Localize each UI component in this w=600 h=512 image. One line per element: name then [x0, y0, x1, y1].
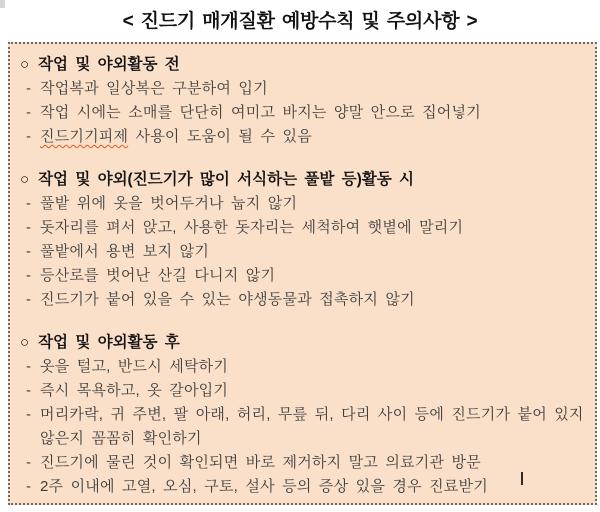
dash-bullet: - [26, 358, 32, 375]
circle-bullet-icon: ○ [20, 56, 30, 73]
list-item [16, 125, 587, 149]
list-item [16, 192, 587, 216]
list-item-text: 즉시 목욕하고, 옷 갈아입기 [40, 382, 229, 399]
circle-bullet-icon: ○ [20, 334, 30, 351]
dash-bullet: - [26, 267, 32, 284]
section-heading-row [16, 331, 587, 355]
spellcheck-underlined-word: 진드기기피제 [40, 128, 129, 145]
list-item [16, 355, 587, 379]
list-item [16, 77, 587, 101]
list-item-text: 등산로를 벗어난 산길 다니지 않기 [40, 267, 276, 284]
dash-bullet: - [26, 128, 32, 145]
section-heading: 작업 및 야외활동 전 [38, 56, 180, 73]
list-item-text: 작업 시에는 소매를 단단히 여미고 바지는 양말 안으로 집어넣기 [40, 104, 481, 121]
list-item-text: 풀밭 위에 옷을 벗어두거나 눕지 않기 [40, 195, 298, 212]
list-item-text: 풀밭에서 용변 보지 않기 [40, 243, 210, 260]
list-item-text: 옷을 털고, 반드시 세탁하기 [40, 358, 229, 375]
list-item [16, 451, 587, 475]
list-item [16, 379, 587, 403]
section-heading: 작업 및 야외활동 후 [38, 334, 180, 351]
list-item-text [40, 125, 587, 149]
dash-bullet: - [26, 478, 32, 495]
list-item-text-rest: 사용이 도움이 될 수 있음 [128, 128, 312, 145]
list-item [16, 240, 587, 264]
section-heading-row [16, 168, 587, 192]
section-during-activity [16, 168, 587, 312]
list-item-text: 돗자리를 펴서 앉고, 사용한 돗자리는 세척하여 햇볕에 말리기 [40, 219, 464, 236]
section-heading-row [16, 53, 587, 77]
list-item [16, 288, 587, 312]
dash-bullet: - [26, 80, 32, 97]
dash-bullet: - [26, 454, 32, 471]
section-before-activity [16, 53, 587, 149]
dash-bullet: - [26, 243, 32, 260]
precautions-box [8, 42, 597, 505]
list-item-text: 진드기가 붙어 있을 수 있는 야생동물과 접촉하지 않기 [40, 291, 415, 308]
list-item-text: 머리카락, 귀 주변, 팔 아래, 허리, 무릎 뒤, 다리 사이 등에 진드기가 붙어 있지 않은지 꼼꼼히 확인하기 [40, 406, 584, 447]
section-heading: 작업 및 야외(진드기가 많이 서식하는 풀밭 등)활동 시 [38, 171, 414, 188]
list-item-text: 2주 이내에 고열, 오심, 구토, 설사 등의 증상 있을 경우 진료받기 [40, 478, 488, 495]
text-caret [521, 472, 523, 485]
list-item [16, 475, 587, 499]
dash-bullet: - [26, 219, 32, 236]
page-title: < 진드기 매개질환 예방수칙 및 주의사항 > [122, 11, 478, 32]
list-item-text: 작업복과 일상복은 구분하여 입기 [40, 80, 268, 97]
dash-bullet: - [26, 195, 32, 212]
dash-bullet: - [26, 406, 32, 423]
dash-bullet: - [26, 382, 32, 399]
list-item [16, 101, 587, 125]
dash-bullet: - [26, 104, 32, 121]
section-after-activity [16, 331, 587, 499]
dash-bullet: - [26, 291, 32, 308]
list-item [16, 216, 587, 240]
circle-bullet-icon: ○ [20, 171, 30, 188]
list-item [16, 264, 587, 288]
list-item-text: 진드기에 물린 것이 확인되면 바로 제거하지 말고 의료기관 방문 [40, 454, 481, 471]
list-item [16, 403, 587, 451]
